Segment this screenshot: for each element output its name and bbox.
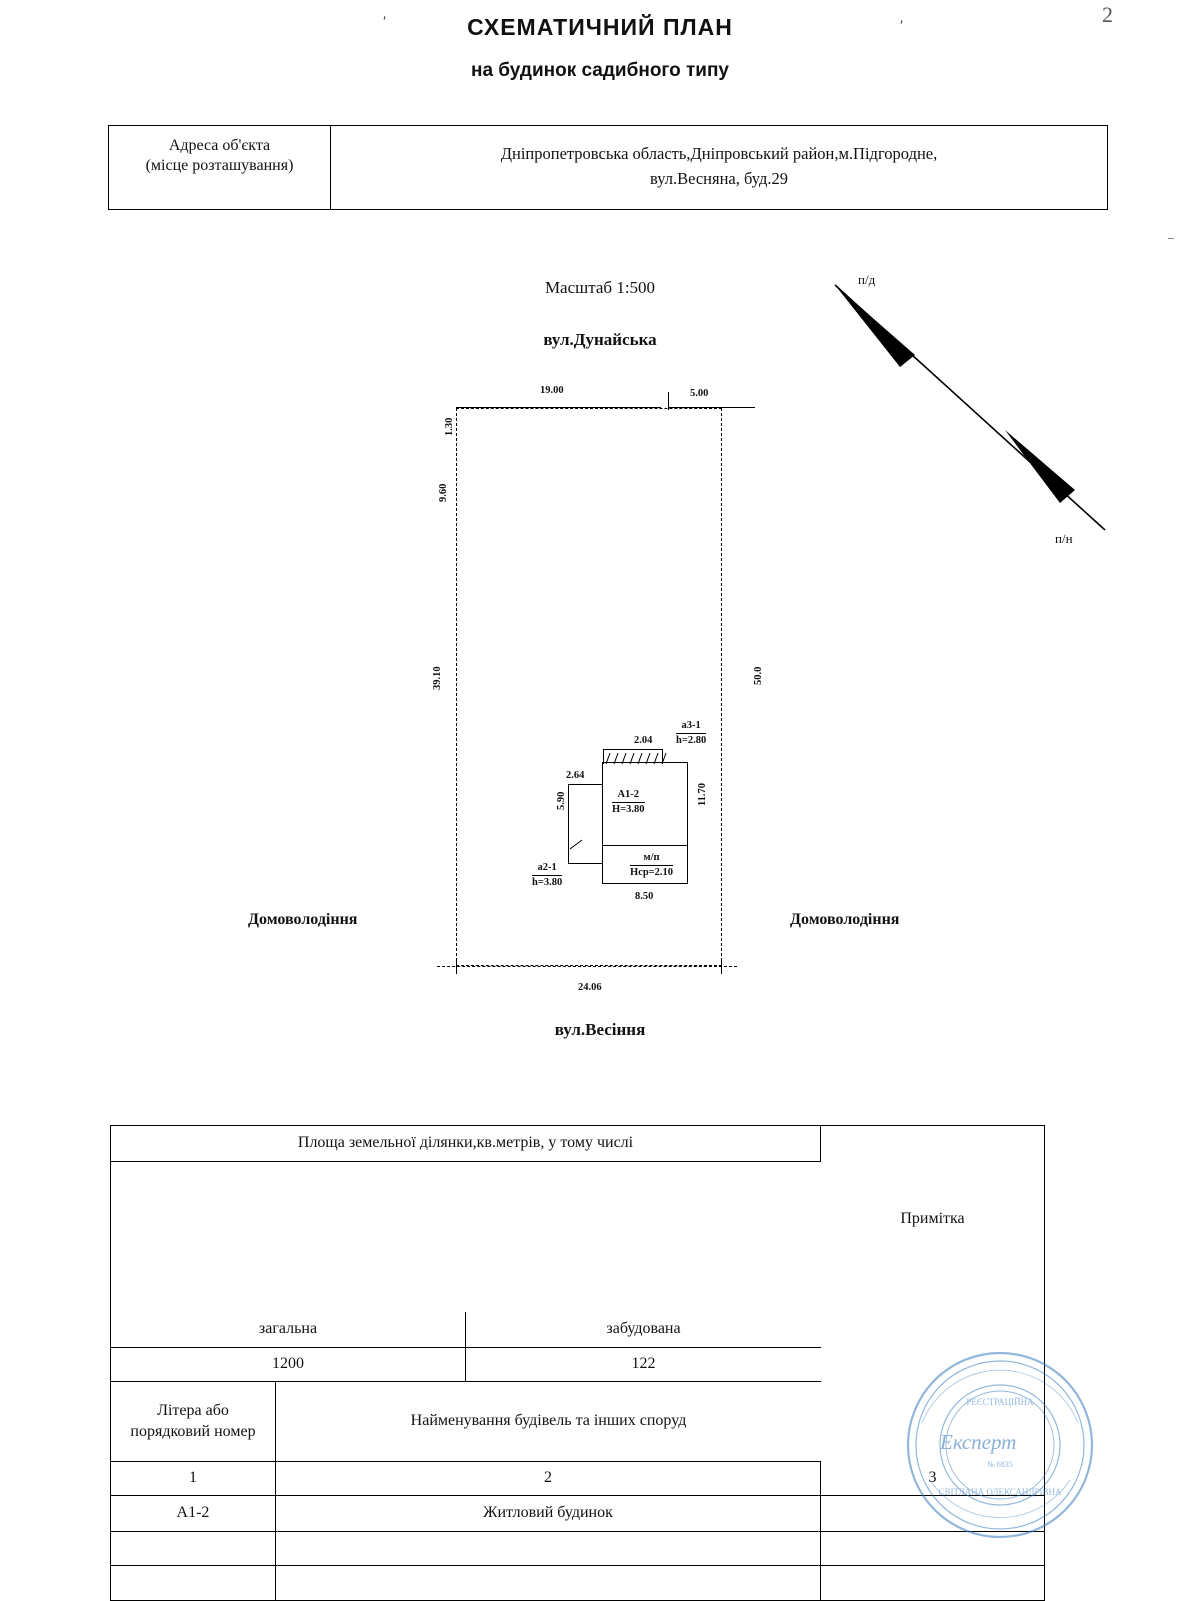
dim-bottom: 24.06	[578, 982, 602, 993]
street-label-top: вул.Дунайська	[543, 330, 657, 349]
table-row	[111, 1532, 1044, 1566]
note-header-cell: Примітка	[900, 1209, 965, 1227]
area-header-cell: Площа земельної ділянки,кв.метрів, у тому числі	[111, 1126, 821, 1162]
main-building-label: А1-2 Н=3.80	[612, 789, 645, 816]
page-title: СХЕМАТИЧНИЙ ПЛАН	[467, 14, 733, 40]
svg-text:СВІТЛАНА ОЛЕКСАНДРІВНА: СВІТЛАНА ОЛЕКСАНДРІВНА	[938, 1487, 1062, 1497]
table-row	[111, 1126, 1044, 1312]
address-value-line1: Дніпропетровська область,Дніпровський район,м.Підгородне,	[500, 144, 938, 163]
boundary-line-top-left	[456, 407, 661, 408]
dim-left-second: 9.60	[438, 483, 449, 502]
table-row	[111, 1462, 1044, 1496]
boundary-tick-bottom-left	[456, 958, 457, 974]
col2-header-cell: Найменування будівель та інших споруд	[276, 1382, 821, 1462]
col1-header-cell: Літера або порядковий номер	[111, 1382, 276, 1462]
paving-label: м/п Нср=2.10	[630, 852, 674, 879]
table-row	[111, 1566, 1044, 1600]
porch-letter-label: а3-1 h=2.80	[676, 720, 707, 747]
neighbour-label-left: Домоволодіння	[248, 911, 358, 928]
north-label-top: п/д	[858, 272, 876, 287]
address-label-cell	[109, 126, 331, 209]
annex-hatch-icon	[566, 838, 606, 852]
dim-left-main: 39.10	[432, 666, 443, 690]
page-subtitle: на будинок садибного типу	[470, 60, 729, 81]
boundary-tick-top	[668, 392, 669, 410]
row2-note-cell	[821, 1532, 1044, 1566]
table-row	[111, 1382, 1044, 1462]
porch-hatch-icon	[600, 746, 695, 768]
row1-letter-cell: А1-2	[111, 1496, 276, 1532]
row3-name-cell	[276, 1566, 821, 1600]
area-built-header-cell: забудована	[466, 1312, 821, 1348]
page-edge-tick	[1168, 238, 1174, 239]
annex-label: а2-1 h=3.80	[532, 862, 563, 889]
building-inner-divider	[603, 845, 688, 846]
dim-building-bottom: 8.50	[635, 891, 654, 902]
page-number-mark: 2	[1102, 2, 1113, 27]
col1-number-cell: 1	[111, 1462, 276, 1496]
row3-note-cell	[821, 1566, 1044, 1600]
dim-left-top: 1.30	[444, 417, 455, 436]
dim-top-b: 5.00	[690, 388, 709, 399]
annex-outline	[568, 784, 603, 864]
page-mark-left: ′	[383, 14, 387, 30]
dim-porch-width: 2.04	[634, 735, 653, 746]
boundary-tick-bottom-right	[721, 958, 722, 974]
svg-text:РЕЄСТРАЦІЙНА: РЕЄСТРАЦІЙНА	[966, 1397, 1034, 1407]
address-value-line2: вул.Весняна, буд.29	[650, 168, 788, 188]
stamp-text: Експерт	[940, 1430, 1017, 1454]
street-label-bottom: вул.Весіння	[554, 1020, 646, 1039]
address-label-line2: (місце розташування)	[145, 157, 294, 174]
address-table	[108, 125, 1108, 210]
col2-number-cell: 2	[276, 1462, 821, 1496]
table-row	[111, 1496, 1044, 1532]
boundary-line-top-right	[669, 407, 755, 408]
area-built-value-cell: 122	[466, 1348, 821, 1382]
svg-text:№ 6835: № 6835	[987, 1460, 1013, 1469]
scale-label: Масштаб 1:500	[544, 278, 656, 297]
summary-table	[110, 1125, 1045, 1601]
dim-right-main: 50.0	[753, 666, 764, 685]
address-label-line1: Адреса об'єкта	[168, 137, 271, 154]
dim-building-right: 11.70	[697, 782, 708, 806]
col3-number-cell: 3	[821, 1462, 1044, 1496]
area-total-value-cell: 1200	[111, 1348, 466, 1382]
dim-top-a: 19.00	[540, 385, 564, 396]
row1-note-cell	[821, 1496, 1044, 1532]
row3-letter-cell	[111, 1566, 276, 1600]
row2-name-cell	[276, 1532, 821, 1566]
table-row	[111, 1312, 1044, 1348]
table-row	[111, 1348, 1044, 1382]
address-value-cell	[331, 126, 1107, 225]
north-arrow-icon	[820, 275, 1110, 535]
dim-annex-left: 5.90	[556, 791, 567, 810]
row2-letter-cell	[111, 1532, 276, 1566]
area-total-header-cell: загальна	[111, 1312, 466, 1348]
row1-name-cell: Житловий будинок	[276, 1496, 821, 1532]
neighbour-label-right: Домоволодіння	[790, 911, 900, 928]
boundary-line-bottom	[437, 966, 737, 967]
north-label-bottom: п/н	[1055, 531, 1073, 546]
page-mark-right: ′	[900, 18, 904, 34]
dim-annex-top: 2.64	[566, 770, 585, 781]
